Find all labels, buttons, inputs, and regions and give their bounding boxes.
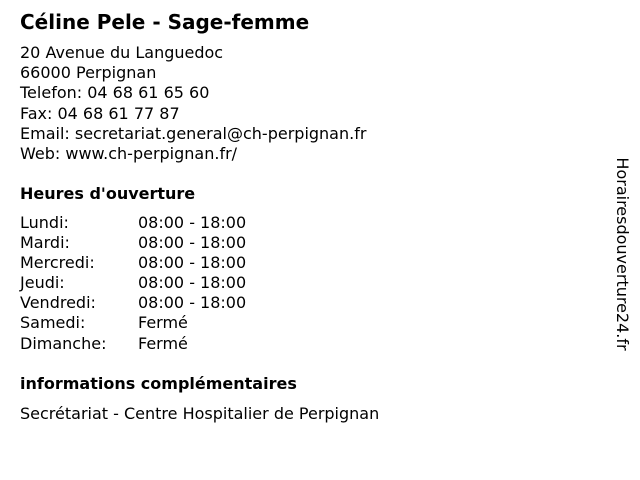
phone-number: Telefon: 04 68 61 65 60 xyxy=(20,83,210,103)
hours-time: 08:00 - 18:00 xyxy=(138,293,247,313)
hours-time: 08:00 - 18:00 xyxy=(138,213,247,232)
opening-hours-heading: Heures d'ouverture xyxy=(20,184,196,203)
hours-day: Mardi: xyxy=(20,233,70,253)
contact-block xyxy=(20,43,366,164)
hours-day: Jeudi: xyxy=(20,273,65,293)
hours-day: Mercredi: xyxy=(20,253,95,273)
hours-row xyxy=(20,313,246,333)
site-brand-label: Horairesdouverture24.fr xyxy=(613,157,632,351)
hours-row xyxy=(20,213,246,233)
hours-row xyxy=(20,334,246,354)
hours-time: 08:00 - 18:00 xyxy=(138,273,247,293)
hours-day: Lundi: xyxy=(20,213,69,232)
additional-info-heading: informations complémentaires xyxy=(20,374,297,393)
additional-info-text: Secrétariat - Centre Hospitalier de Perpignan xyxy=(20,404,380,423)
city-address: 66000 Perpignan xyxy=(20,63,157,83)
fax-number: Fax: 04 68 61 77 87 xyxy=(20,103,180,123)
hours-day: Samedi: xyxy=(20,313,86,333)
email-address: Email: secretariat.general@ch-perpignan.fr xyxy=(20,123,367,143)
hours-day: Vendredi: xyxy=(20,293,96,313)
hours-row xyxy=(20,233,246,253)
hours-time: 08:00 - 18:00 xyxy=(138,253,247,273)
hours-time: 08:00 - 18:00 xyxy=(138,233,247,253)
street-address: 20 Avenue du Languedoc xyxy=(20,43,224,62)
hours-row xyxy=(20,273,246,293)
website: Web: www.ch-perpignan.fr/ xyxy=(20,144,238,164)
opening-hours-table xyxy=(20,213,246,354)
hours-row xyxy=(20,253,246,273)
hours-time: Fermé xyxy=(138,333,188,353)
hours-day: Dimanche: xyxy=(20,333,107,353)
hours-row xyxy=(20,293,246,313)
page-title: Céline Pele - Sage-femme xyxy=(20,10,310,34)
hours-time: Fermé xyxy=(138,313,188,333)
